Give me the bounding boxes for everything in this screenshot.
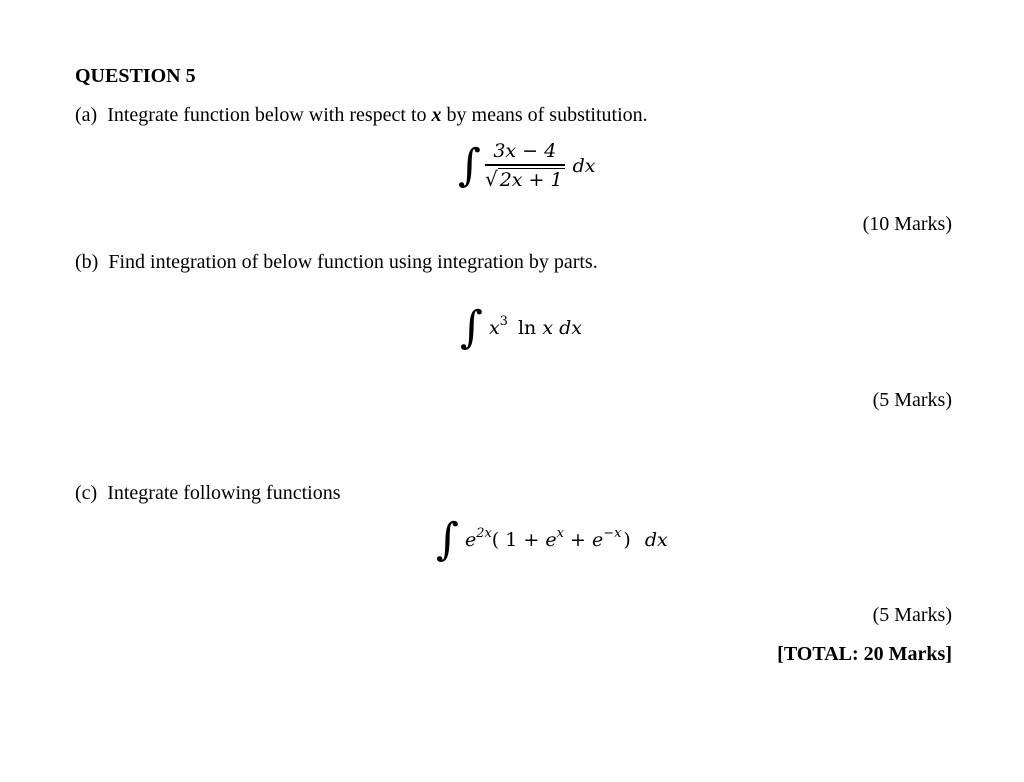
- ln-argument: x: [542, 317, 554, 339]
- exponent: 3: [499, 314, 508, 329]
- part-b-label: (b): [75, 251, 99, 273]
- part-c-marks: (5 Marks): [872, 604, 952, 626]
- e-term-1-exponent: x: [556, 526, 564, 541]
- part-a-text-after: by means of substitution.: [441, 104, 648, 126]
- exponent: 2x: [476, 526, 492, 541]
- e-term-1: e: [545, 529, 557, 551]
- part-b-marks: (5 Marks): [872, 389, 952, 411]
- plus-sign: +: [563, 529, 592, 551]
- part-a-integral: [458, 140, 595, 191]
- integral-sign: ∫: [458, 139, 481, 191]
- part-a-marks: (10 Marks): [862, 213, 952, 235]
- part-a-text-before: Integrate function below with respect to: [107, 104, 432, 126]
- differential: dx: [559, 317, 583, 339]
- part-c-prompt: [75, 481, 340, 505]
- e-term-2: e: [591, 529, 604, 551]
- square-root: [485, 168, 565, 191]
- part-a-prompt: [75, 103, 648, 127]
- integral-sign: ∫: [436, 514, 459, 565]
- question-title: QUESTION 5: [75, 65, 196, 87]
- open-paren-term: ( 1 +: [491, 529, 546, 551]
- part-b-integral: [460, 302, 583, 353]
- radical-sign: √: [484, 167, 498, 191]
- part-c-text: Integrate following functions: [107, 482, 341, 504]
- total-marks: [TOTAL: 20 Marks]: [777, 643, 952, 665]
- integrand: [488, 314, 583, 339]
- radicand: 2x + 1: [499, 169, 563, 191]
- integral-sign: ∫: [460, 302, 483, 353]
- part-c-label: (c): [75, 482, 98, 504]
- part-b-text: Find integration of below function using integration by parts.: [108, 251, 598, 273]
- base: e: [464, 529, 477, 551]
- fraction-denominator: [485, 166, 565, 191]
- part-a-variable: x: [431, 104, 442, 126]
- part-b-prompt: [75, 250, 598, 274]
- differential: dx: [644, 529, 668, 551]
- close-paren: ): [623, 529, 631, 551]
- ln-function: ln: [517, 317, 537, 339]
- base: x: [488, 317, 500, 339]
- integrand: [464, 526, 668, 551]
- fraction-numerator: 3x − 4: [493, 140, 557, 162]
- fraction: [485, 140, 565, 191]
- part-c-integral: [436, 514, 668, 565]
- differential: dx: [572, 154, 596, 177]
- part-a-label: (a): [75, 104, 98, 126]
- e-term-2-exponent: −x: [603, 526, 622, 541]
